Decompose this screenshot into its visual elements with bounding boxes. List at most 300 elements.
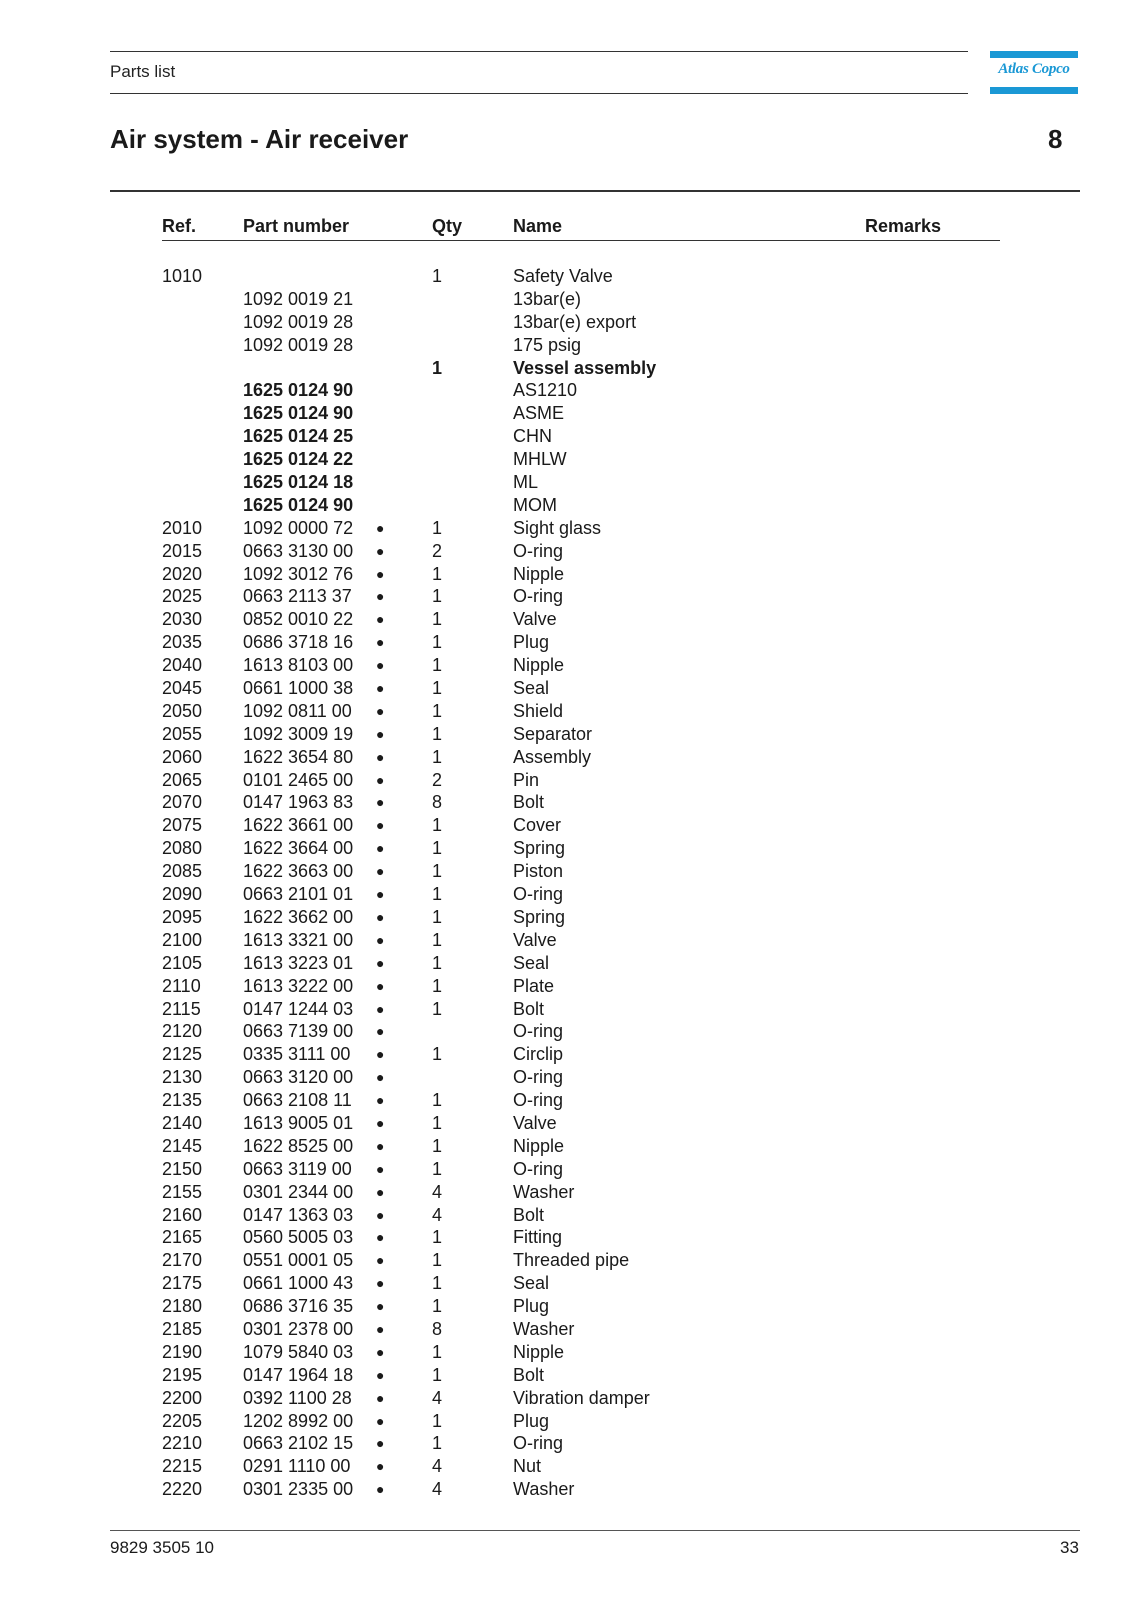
spare-part-marker: ● <box>376 1046 385 1063</box>
table-row <box>0 1318 1131 1341</box>
ref-cell: 2100 <box>162 929 203 950</box>
table-row <box>0 883 1131 906</box>
table-row <box>0 494 1131 517</box>
qty-cell: 1 <box>432 746 443 767</box>
name-cell: Bolt <box>513 1364 545 1385</box>
name-cell: Plate <box>513 975 555 996</box>
table-row <box>0 1112 1131 1135</box>
table-row <box>0 1455 1131 1478</box>
name-cell: ASME <box>513 403 565 424</box>
name-cell: Pin <box>513 769 540 790</box>
spare-part-marker: ● <box>376 886 385 903</box>
name-cell: O-ring <box>513 884 564 905</box>
spare-part-marker: ● <box>376 1092 385 1109</box>
spare-part-marker: ● <box>376 1366 385 1383</box>
spare-part-marker: ● <box>376 1069 385 1086</box>
part-number-cell: 1625 0124 25 <box>243 426 354 447</box>
header-rule-top <box>110 51 968 52</box>
qty-cell: 4 <box>432 1204 443 1225</box>
name-cell: Piston <box>513 861 564 882</box>
table-row <box>0 677 1131 700</box>
part-number-cell: 0392 1100 28 <box>243 1387 352 1408</box>
part-number-cell: 1613 3321 00 <box>243 929 354 950</box>
qty-cell: 1 <box>432 1112 443 1133</box>
part-number-cell: 1613 3223 01 <box>243 952 354 973</box>
name-cell: Seal <box>513 952 550 973</box>
name-cell: Washer <box>513 1181 575 1202</box>
qty-cell: 8 <box>432 1318 443 1339</box>
part-number-cell: 0663 2113 37 <box>243 586 352 607</box>
ref-cell: 2160 <box>162 1204 203 1225</box>
table-row <box>0 654 1131 677</box>
ref-cell: 2055 <box>162 723 203 744</box>
part-number-cell: 0663 7139 00 <box>243 1021 354 1042</box>
table-row <box>0 608 1131 631</box>
column-header-remarks: Remarks <box>865 216 942 236</box>
ref-cell: 2165 <box>162 1227 203 1248</box>
chapter-number: 8 <box>1048 124 1063 154</box>
name-cell: Washer <box>513 1479 575 1500</box>
table-row <box>0 1249 1131 1272</box>
name-cell: Valve <box>513 929 557 950</box>
table-row <box>0 952 1131 975</box>
ref-cell: 2075 <box>162 815 203 836</box>
page-number: 33 <box>1060 1538 1079 1557</box>
table-row <box>0 1020 1131 1043</box>
qty-cell: 1 <box>432 838 443 859</box>
part-number-cell: 1625 0124 90 <box>243 494 354 515</box>
part-number-cell: 1092 3009 19 <box>243 723 354 744</box>
spare-part-marker: ● <box>376 1343 385 1360</box>
part-number-cell: 0301 2378 00 <box>243 1318 354 1339</box>
name-cell: Spring <box>513 838 566 859</box>
table-row <box>0 860 1131 883</box>
spare-part-marker: ● <box>376 1458 385 1475</box>
ref-cell: 2025 <box>162 586 203 607</box>
part-number-cell: 0147 1963 83 <box>243 792 354 813</box>
part-number-cell: 1079 5840 03 <box>243 1341 354 1362</box>
part-number-cell: 1622 3654 80 <box>243 746 354 767</box>
part-number-cell: 0551 0001 05 <box>243 1250 354 1271</box>
spare-part-marker: ● <box>376 542 385 559</box>
part-number-cell: 0147 1363 03 <box>243 1204 354 1225</box>
part-number-cell: 0663 3120 00 <box>243 1067 354 1088</box>
part-number-cell: 0335 3111 00 <box>243 1044 351 1065</box>
ref-cell: 2115 <box>162 998 201 1019</box>
spare-part-marker: ● <box>376 1389 385 1406</box>
spare-part-marker: ● <box>376 1275 385 1292</box>
part-number-cell: 0663 2101 01 <box>243 884 354 905</box>
ref-cell: 2220 <box>162 1479 203 1500</box>
ref-cell: 2080 <box>162 838 203 859</box>
qty-cell: 4 <box>432 1456 443 1477</box>
table-row <box>0 929 1131 952</box>
ref-cell: 2140 <box>162 1112 203 1133</box>
ref-cell: 2020 <box>162 563 203 584</box>
part-number-cell: 1625 0124 22 <box>243 449 354 470</box>
spare-part-marker: ● <box>376 1137 385 1154</box>
qty-cell: 2 <box>432 540 443 561</box>
part-number-cell: 1092 0811 00 <box>243 700 352 721</box>
spare-part-marker: ● <box>376 1435 385 1452</box>
spare-part-marker: ● <box>376 794 385 811</box>
part-number-cell: 0663 2108 11 <box>243 1090 352 1111</box>
ref-cell: 2015 <box>162 540 203 561</box>
spare-part-marker: ● <box>376 1206 385 1223</box>
name-cell: Washer <box>513 1318 575 1339</box>
part-number-cell: 0560 5005 03 <box>243 1227 354 1248</box>
spare-part-marker: ● <box>376 1023 385 1040</box>
spare-part-marker: ● <box>376 931 385 948</box>
qty-cell: 1 <box>432 1364 443 1385</box>
spare-part-marker: ● <box>376 519 385 536</box>
spare-part-marker: ● <box>376 725 385 742</box>
name-cell: Nipple <box>513 563 565 584</box>
part-number-cell: 0147 1964 18 <box>243 1364 354 1385</box>
table-row <box>0 471 1131 494</box>
qty-cell: 1 <box>432 357 443 378</box>
part-number-cell: 0291 1110 00 <box>243 1456 351 1477</box>
table-row <box>0 1181 1131 1204</box>
table-row <box>0 1158 1131 1181</box>
table-row <box>0 631 1131 654</box>
spare-part-marker: ● <box>376 657 385 674</box>
part-number-cell: 0852 0010 22 <box>243 609 354 630</box>
name-cell: O-ring <box>513 540 564 561</box>
name-cell: CHN <box>513 426 552 447</box>
logo-bar-top <box>990 51 1078 58</box>
qty-cell: 1 <box>432 517 443 538</box>
name-cell: Nipple <box>513 655 565 676</box>
ref-cell: 2130 <box>162 1067 203 1088</box>
qty-cell: 1 <box>432 1227 443 1248</box>
table-row <box>0 448 1131 471</box>
qty-cell: 1 <box>432 952 443 973</box>
spare-part-marker: ● <box>376 1160 385 1177</box>
name-cell: ML <box>513 472 539 493</box>
qty-cell: 1 <box>432 1433 443 1454</box>
ref-cell: 2145 <box>162 1135 203 1156</box>
table-row <box>0 700 1131 723</box>
part-number-cell: 1622 8525 00 <box>243 1135 354 1156</box>
table-row <box>0 288 1131 311</box>
name-cell: Circlip <box>513 1044 564 1065</box>
part-number-cell: 1625 0124 90 <box>243 403 354 424</box>
table-row <box>0 1204 1131 1227</box>
column-header-ref: Ref. <box>162 216 197 236</box>
ref-cell: 2085 <box>162 861 203 882</box>
name-cell: O-ring <box>513 1158 564 1179</box>
ref-cell: 2190 <box>162 1341 203 1362</box>
name-cell: AS1210 <box>513 380 578 401</box>
table-row <box>0 814 1131 837</box>
ref-cell: 2065 <box>162 769 203 790</box>
table-row <box>0 723 1131 746</box>
qty-cell: 1 <box>432 998 443 1019</box>
qty-cell: 1 <box>432 1410 443 1431</box>
section-label: Parts list <box>110 62 176 81</box>
ref-cell: 2060 <box>162 746 203 767</box>
spare-part-marker: ● <box>376 863 385 880</box>
table-row <box>0 311 1131 334</box>
logo-bar-bottom <box>990 87 1078 94</box>
spare-part-marker: ● <box>376 954 385 971</box>
name-cell: Nipple <box>513 1341 565 1362</box>
name-cell: Valve <box>513 609 557 630</box>
ref-cell: 2010 <box>162 517 203 538</box>
table-row <box>0 585 1131 608</box>
document-number: 9829 3505 10 <box>110 1538 214 1557</box>
name-cell: Bolt <box>513 998 545 1019</box>
table-row <box>0 998 1131 1021</box>
qty-cell: 1 <box>432 1341 443 1362</box>
qty-cell: 1 <box>432 1135 443 1156</box>
qty-cell: 4 <box>432 1479 443 1500</box>
spare-part-marker: ● <box>376 565 385 582</box>
spare-part-marker: ● <box>376 680 385 697</box>
name-cell: Vibration damper <box>513 1387 650 1408</box>
part-number-cell: 0663 3130 00 <box>243 540 354 561</box>
name-cell: 13bar(e) export <box>513 311 637 332</box>
ref-cell: 2195 <box>162 1364 203 1385</box>
ref-cell: 2045 <box>162 678 203 699</box>
table-row <box>0 1043 1131 1066</box>
ref-cell: 2200 <box>162 1387 203 1408</box>
ref-cell: 2135 <box>162 1090 203 1111</box>
qty-cell: 1 <box>432 815 443 836</box>
part-number-cell: 1625 0124 90 <box>243 380 354 401</box>
qty-cell: 1 <box>432 1090 443 1111</box>
atlas-copco-logo <box>990 51 1078 94</box>
qty-cell: 1 <box>432 1250 443 1271</box>
name-cell: Separator <box>513 723 593 744</box>
ref-cell: 2090 <box>162 884 203 905</box>
qty-cell: 1 <box>432 929 443 950</box>
name-cell: Vessel assembly <box>513 357 657 378</box>
qty-cell: 1 <box>432 975 443 996</box>
spare-part-marker: ● <box>376 1412 385 1429</box>
part-number-cell: 1092 3012 76 <box>243 563 354 584</box>
table-row <box>0 975 1131 998</box>
name-cell: Seal <box>513 678 550 699</box>
ref-cell: 2150 <box>162 1158 203 1179</box>
name-cell: Bolt <box>513 792 545 813</box>
spare-part-marker: ● <box>376 748 385 765</box>
qty-cell: 1 <box>432 1273 443 1294</box>
qty-cell: 1 <box>432 586 443 607</box>
name-cell: Valve <box>513 1112 557 1133</box>
qty-cell: 4 <box>432 1387 443 1408</box>
spare-part-marker: ● <box>376 1183 385 1200</box>
part-number-cell: 0663 2102 15 <box>243 1433 354 1454</box>
table-row <box>0 1066 1131 1089</box>
table-row <box>0 1432 1131 1455</box>
column-header-name: Name <box>513 216 563 236</box>
ref-cell: 2210 <box>162 1433 203 1454</box>
ref-cell: 2050 <box>162 700 203 721</box>
qty-cell: 1 <box>432 655 443 676</box>
ref-cell: 2215 <box>162 1456 203 1477</box>
part-number-cell: 0686 3718 16 <box>243 632 354 653</box>
table-row <box>0 906 1131 929</box>
logo-text: Atlas Copco <box>998 61 1070 77</box>
ref-cell: 2175 <box>162 1273 203 1294</box>
table-row <box>0 357 1131 380</box>
table-row <box>0 540 1131 563</box>
ref-cell: 1010 <box>162 266 203 286</box>
spare-part-marker: ● <box>376 1252 385 1269</box>
ref-cell: 2120 <box>162 1021 203 1042</box>
spare-part-marker: ● <box>376 840 385 857</box>
table-row <box>0 517 1131 540</box>
spare-part-marker: ● <box>376 1114 385 1131</box>
parts-table <box>0 265 1131 1501</box>
spare-part-marker: ● <box>376 611 385 628</box>
table-row <box>0 791 1131 814</box>
name-cell: Shield <box>513 700 564 721</box>
part-number-cell: 0301 2344 00 <box>243 1181 354 1202</box>
spare-part-marker: ● <box>376 908 385 925</box>
ref-cell: 2155 <box>162 1181 203 1202</box>
name-cell: Plug <box>513 1410 550 1431</box>
qty-cell: 2 <box>432 769 443 790</box>
ref-cell: 2125 <box>162 1044 203 1065</box>
qty-cell: 1 <box>432 884 443 905</box>
spare-part-marker: ● <box>376 1229 385 1246</box>
part-number-cell: 1092 0019 28 <box>243 334 354 355</box>
ref-cell: 2035 <box>162 632 203 653</box>
spare-part-marker: ● <box>376 771 385 788</box>
spare-part-marker: ● <box>376 1000 385 1017</box>
name-cell: 175 psig <box>513 334 582 355</box>
part-number-cell: 1613 9005 01 <box>243 1112 354 1133</box>
table-row <box>0 1387 1131 1410</box>
part-number-cell: 1613 8103 00 <box>243 655 354 676</box>
ref-cell: 2180 <box>162 1296 203 1317</box>
table-row <box>0 563 1131 586</box>
table-row <box>0 746 1131 769</box>
part-number-cell: 1202 8992 00 <box>243 1410 354 1431</box>
ref-cell: 2070 <box>162 792 203 813</box>
table-row <box>0 1295 1131 1318</box>
part-number-cell: 1622 3662 00 <box>243 906 354 927</box>
table-row <box>0 425 1131 448</box>
part-number-cell: 1613 3222 00 <box>243 975 354 996</box>
name-cell: Plug <box>513 1296 550 1317</box>
name-cell: O-ring <box>513 1433 564 1454</box>
header-rule-bottom <box>110 93 968 94</box>
part-number-cell: 1625 0124 18 <box>243 472 354 493</box>
qty-cell: 4 <box>432 1181 443 1202</box>
table-row <box>0 769 1131 792</box>
spare-part-marker: ● <box>376 634 385 651</box>
part-number-cell: 1622 3661 00 <box>243 815 354 836</box>
name-cell: O-ring <box>513 1067 564 1088</box>
name-cell: Assembly <box>513 746 592 767</box>
qty-cell: 1 <box>432 1158 443 1179</box>
spare-part-marker: ● <box>376 1481 385 1498</box>
name-cell: Spring <box>513 906 566 927</box>
column-header-rule <box>162 240 1000 241</box>
table-row <box>0 1364 1131 1387</box>
spare-part-marker: ● <box>376 1298 385 1315</box>
name-cell: Nipple <box>513 1135 565 1156</box>
qty-cell: 1 <box>432 678 443 699</box>
ref-cell: 2040 <box>162 655 203 676</box>
qty-cell: 1 <box>432 266 443 286</box>
column-header-part-number: Part number <box>243 216 350 236</box>
name-cell: Safety Valve <box>513 266 613 286</box>
name-cell: O-ring <box>513 1021 564 1042</box>
part-number-cell: 1092 0019 21 <box>243 288 354 309</box>
ref-cell: 2170 <box>162 1250 203 1271</box>
name-cell: Threaded pipe <box>513 1250 630 1271</box>
ref-cell: 2185 <box>162 1318 203 1339</box>
table-row <box>0 1410 1131 1433</box>
part-number-cell: 0301 2335 00 <box>243 1479 354 1500</box>
qty-cell: 1 <box>432 1044 443 1065</box>
footer-rule <box>110 1530 1080 1531</box>
spare-part-marker: ● <box>376 1320 385 1337</box>
spare-part-marker: ● <box>376 817 385 834</box>
name-cell: Bolt <box>513 1204 545 1225</box>
ref-cell: 2205 <box>162 1410 203 1431</box>
part-number-cell: 0686 3716 35 <box>243 1296 354 1317</box>
name-cell: O-ring <box>513 586 564 607</box>
name-cell: Fitting <box>513 1227 563 1248</box>
qty-cell: 1 <box>432 906 443 927</box>
part-number-cell: 0663 3119 00 <box>243 1158 352 1179</box>
ref-cell: 2095 <box>162 906 203 927</box>
qty-cell: 1 <box>432 723 443 744</box>
table-row <box>0 1135 1131 1158</box>
table-row <box>0 1478 1131 1501</box>
qty-cell: 1 <box>432 609 443 630</box>
part-number-cell: 1092 0000 72 <box>243 517 354 538</box>
spare-part-marker: ● <box>376 702 385 719</box>
name-cell: Plug <box>513 632 550 653</box>
title-rule <box>110 190 1080 192</box>
qty-cell: 1 <box>432 632 443 653</box>
part-number-cell: 0147 1244 03 <box>243 998 354 1019</box>
name-cell: MOM <box>513 494 557 515</box>
part-number-cell: 0661 1000 38 <box>243 678 354 699</box>
spare-part-marker: ● <box>376 588 385 605</box>
part-number-cell: 0661 1000 43 <box>243 1273 354 1294</box>
name-cell: Seal <box>513 1273 550 1294</box>
name-cell: Sight glass <box>513 517 602 538</box>
table-row <box>0 1226 1131 1249</box>
name-cell: MHLW <box>513 449 567 470</box>
table-row <box>0 379 1131 402</box>
part-number-cell: 1622 3663 00 <box>243 861 354 882</box>
table-row <box>0 402 1131 425</box>
spare-part-marker: ● <box>376 977 385 994</box>
table-row <box>0 265 1131 288</box>
qty-cell: 1 <box>432 1296 443 1317</box>
ref-cell: 2105 <box>162 952 203 973</box>
table-row <box>0 1089 1131 1112</box>
part-number-cell: 1092 0019 28 <box>243 311 354 332</box>
page-title: Air system - Air receiver <box>110 124 409 154</box>
ref-cell: 2030 <box>162 609 203 630</box>
name-cell: O-ring <box>513 1090 564 1111</box>
part-number-cell: 1622 3664 00 <box>243 838 354 859</box>
ref-cell: 2110 <box>162 975 201 996</box>
qty-cell: 1 <box>432 700 443 721</box>
name-cell: 13bar(e) <box>513 288 582 309</box>
qty-cell: 1 <box>432 861 443 882</box>
